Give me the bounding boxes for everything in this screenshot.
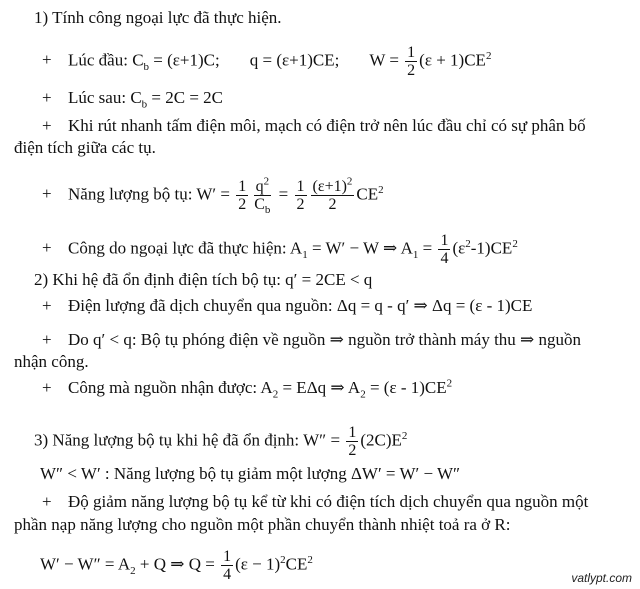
- text: Lúc đầu: C: [68, 50, 144, 70]
- line-heat: [40, 548, 313, 583]
- text: W =: [369, 50, 399, 70]
- bullet: +: [42, 492, 52, 511]
- fraction: [236, 178, 248, 213]
- text: Điện lượng đã dịch chuyển qua nguồn: Δq = q - q′ ⇒ Δq = (ε - 1)CE: [68, 296, 533, 315]
- text: Do q′ < q: Bộ tụ phóng điện về nguồn ⇒ nguồn trở thành máy thu ⇒ nguồn: [68, 330, 582, 349]
- text: W′ − W″ = A: [40, 554, 131, 574]
- den: 4: [440, 250, 449, 267]
- text: Năng lượng bộ tụ: W′ =: [68, 184, 230, 204]
- text: (ε: [452, 238, 466, 258]
- sub: 2: [272, 388, 279, 401]
- sup: 2: [307, 553, 313, 566]
- den: 4: [223, 566, 232, 583]
- sup: 2: [485, 49, 492, 62]
- heading-3: [34, 424, 407, 459]
- line-final-capacitance: [42, 88, 224, 111]
- text: Công do ngoại lực đã thực hiện: A: [68, 238, 303, 258]
- sub: b: [141, 98, 148, 111]
- text: q = (ε+1)CE;: [249, 50, 340, 70]
- line-energy-split-cont: phần nạp năng lượng cho nguồn một phần chuyển thành nhiệt toả ra ở R:: [14, 515, 511, 534]
- fraction: [438, 232, 450, 267]
- sub: 2: [130, 564, 136, 577]
- line-source-work: [42, 377, 453, 401]
- sup: 2: [465, 237, 471, 250]
- text: = 2C = 2C: [147, 88, 224, 107]
- text: = EΔq ⇒ A: [278, 378, 361, 397]
- heading-1: 1) Tính công ngoại lực đã thực hiện.: [34, 8, 282, 27]
- fraction: [295, 178, 307, 213]
- sub: 1: [302, 248, 308, 261]
- num: 1: [296, 178, 305, 195]
- sup: 2: [401, 429, 408, 442]
- bullet: +: [42, 116, 52, 135]
- fraction: [252, 175, 272, 217]
- den: [252, 196, 272, 217]
- line-remove-dielectric: [42, 116, 586, 136]
- sup: 2: [512, 237, 518, 250]
- text: (2C)E: [360, 430, 402, 450]
- bullet: +: [42, 184, 52, 204]
- line-discharge-cont: nhận công.: [14, 352, 89, 371]
- text: CE: [356, 184, 379, 204]
- bullet: +: [42, 330, 52, 349]
- text: (ε+1): [312, 178, 347, 195]
- fraction: [346, 424, 358, 459]
- text: Độ giảm năng lượng bộ tụ kể từ khi có điện tích dịch chuyển qua nguồn một: [68, 492, 589, 511]
- watermark: vatlypt.com: [571, 571, 632, 585]
- text: = (ε - 1)CE: [365, 378, 447, 397]
- den: 2: [296, 196, 305, 213]
- sup: 2: [263, 175, 270, 188]
- text: Khi rút nhanh tấm điện môi, mạch có điện trở nên lúc đầu chỉ có sự phân bố: [68, 116, 586, 135]
- sup: 2: [378, 183, 384, 196]
- sub: 2: [360, 388, 366, 401]
- text: (ε − 1): [235, 554, 281, 574]
- text: -1)CE: [470, 238, 513, 258]
- text: Công mà nguồn nhận được: A: [68, 378, 273, 397]
- line-energy-decrease: W″ < W′ : Năng lượng bộ tụ giảm một lượng ΔW′ = W′ − W″: [40, 464, 461, 483]
- line-remove-dielectric-cont: điện tích giữa các tụ.: [14, 138, 156, 157]
- den: 2: [328, 196, 337, 213]
- sup: 2: [446, 377, 453, 390]
- line-discharge: [42, 330, 581, 350]
- sup: 2: [346, 175, 353, 188]
- bullet: +: [42, 88, 52, 107]
- sub: 1: [412, 248, 419, 261]
- line-energy-split: [42, 492, 588, 512]
- heading-2: 2) Khi hệ đã ổn định điện tích bộ tụ: q′ = 2CE < q: [34, 270, 373, 289]
- bullet: +: [42, 296, 52, 315]
- den: 2: [407, 62, 416, 79]
- fraction: [221, 548, 233, 583]
- num: 1: [440, 232, 449, 249]
- bullet: +: [42, 50, 52, 70]
- num: 1: [238, 178, 247, 195]
- fraction: [405, 44, 417, 79]
- line-initial-capacitance: [42, 44, 491, 79]
- text: = (ε+1)C;: [149, 50, 220, 70]
- fraction: [311, 175, 355, 213]
- text: CE: [285, 554, 308, 574]
- line-energy: + Năng lượng bộ tụ: W′ = $\frac{1}{2}$ $\frac{q^2}{C_b}$ = $\frac{1}{2}$ $\frac{(\varepsilon+1)^2}{2}$ $CE^2$: [42, 175, 384, 217]
- num: 1: [223, 548, 232, 565]
- text: = W′ − W ⇒ A: [307, 238, 413, 258]
- den: 2: [238, 196, 247, 213]
- sub: b: [264, 204, 271, 217]
- bullet: +: [42, 238, 52, 258]
- text: + Q ⇒ Q =: [135, 554, 215, 574]
- line-work-done: [42, 232, 518, 267]
- bullet: +: [42, 378, 52, 397]
- text: (ε + 1)CE: [419, 50, 486, 70]
- num: 1: [407, 44, 416, 61]
- line-charge-transfer: [42, 296, 532, 316]
- text: Lúc sau: C: [68, 88, 142, 107]
- text: q: [255, 178, 264, 195]
- num: 1: [348, 424, 357, 441]
- text: C: [254, 196, 265, 213]
- den: 2: [348, 442, 357, 459]
- text: 3) Năng lượng bộ tụ khi hệ đã ổn định: W″ =: [34, 430, 341, 450]
- sup: 2: [280, 553, 286, 566]
- num: [254, 175, 272, 196]
- num: [311, 175, 355, 196]
- text: =: [418, 238, 433, 258]
- sub: b: [143, 60, 150, 73]
